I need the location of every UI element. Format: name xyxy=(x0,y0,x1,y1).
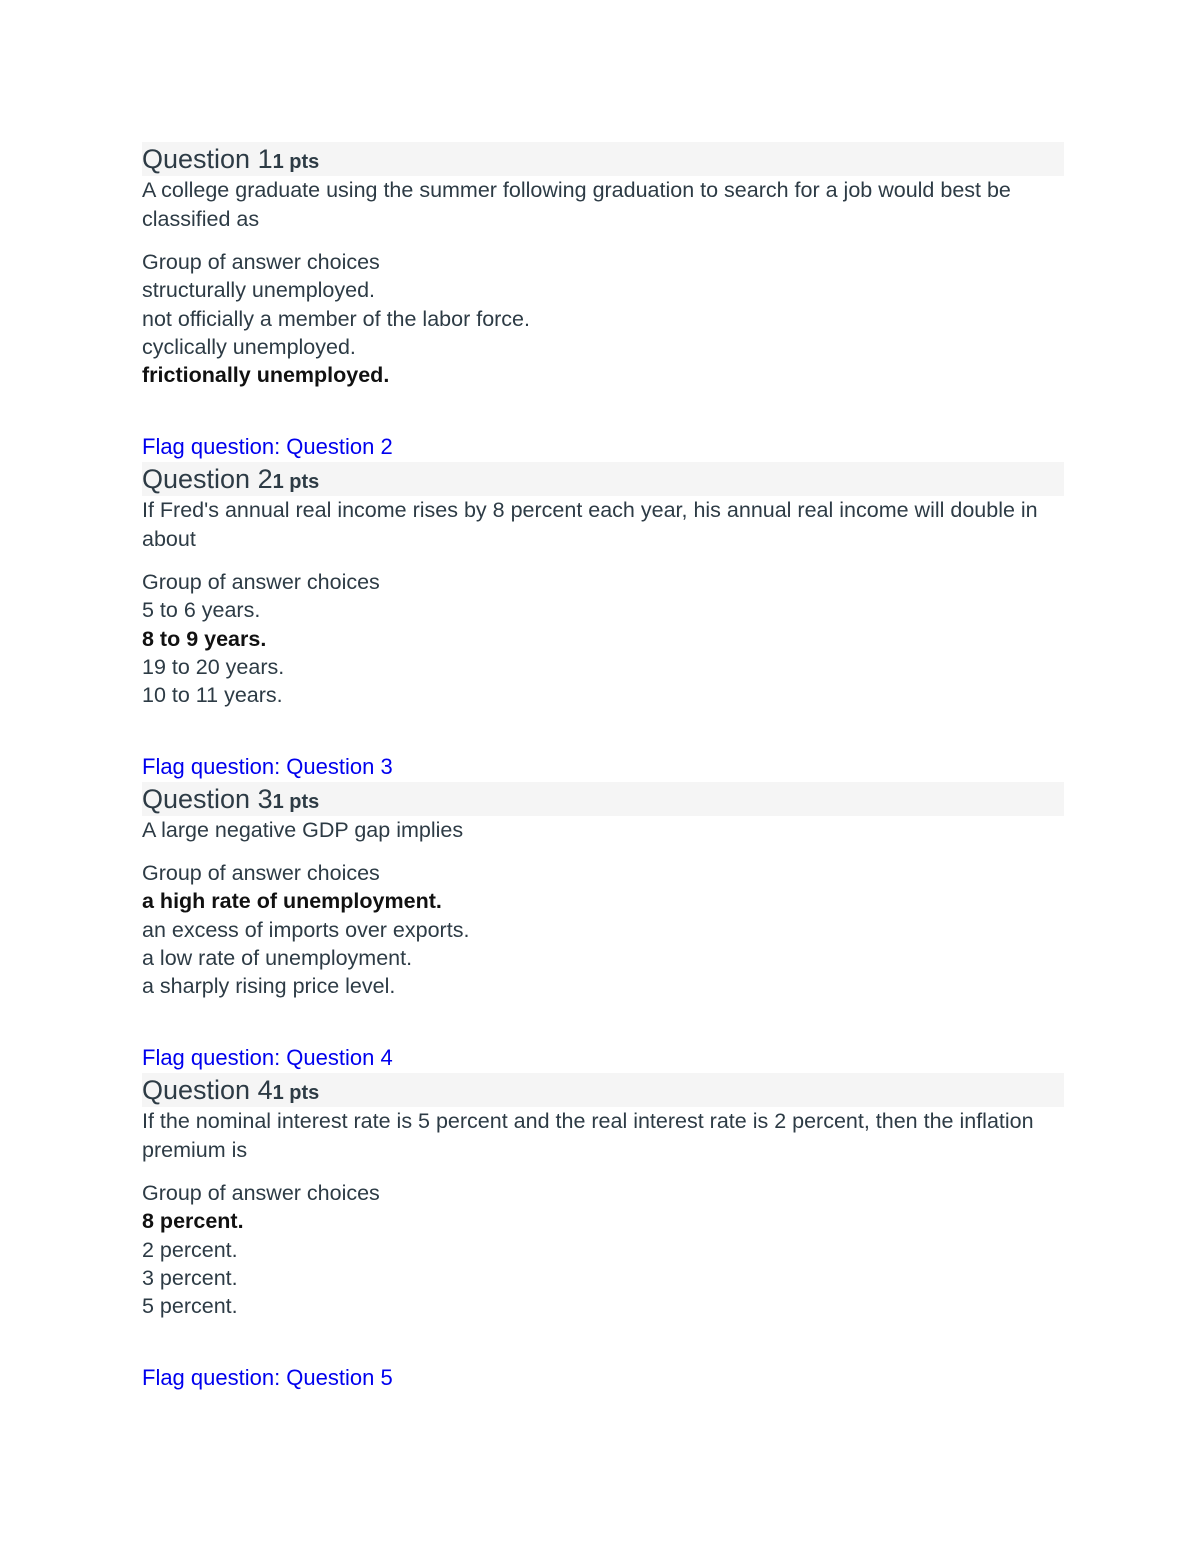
question-4 xyxy=(142,1043,1064,1323)
question-number: Question 3 xyxy=(142,784,273,814)
question-number: Question 1 xyxy=(142,144,273,174)
question-number: Question 4 xyxy=(142,1075,273,1105)
choices-label: Group of answer choices xyxy=(142,1181,380,1205)
question-title xyxy=(142,1073,319,1110)
question-text: A college graduate using the summer following graduation to search for a job would best be classified as xyxy=(142,178,1011,231)
question-points: 1 pts xyxy=(272,791,320,813)
question-text: If the nominal interest rate is 5 percent and the real interest rate is 2 percent, then the inflation premium is xyxy=(142,1109,1034,1162)
answer-choices xyxy=(142,568,1064,709)
answer-choice[interactable]: a low rate of unemployment. xyxy=(142,945,413,970)
question-text: If Fred's annual real income rises by 8 percent each year, his annual real income will double in about xyxy=(142,498,1038,551)
answer-choice[interactable]: an excess of imports over exports. xyxy=(142,917,470,942)
answer-choice-selected[interactable]: 8 percent. xyxy=(142,1209,244,1234)
question-3 xyxy=(142,752,1064,1007)
answer-choice[interactable]: structurally unemployed. xyxy=(142,278,376,303)
answer-choice[interactable]: cyclically unemployed. xyxy=(142,334,356,359)
answer-choice-selected[interactable]: a high rate of unemployment. xyxy=(142,889,442,914)
question-points: 1 pts xyxy=(272,151,320,173)
question-points: 1 pts xyxy=(272,1082,320,1104)
question-1 xyxy=(142,142,1064,392)
answer-choice[interactable]: 5 percent. xyxy=(142,1294,238,1319)
question-number: Question 2 xyxy=(142,464,273,494)
answer-choice[interactable]: 3 percent. xyxy=(142,1265,238,1290)
answer-choice[interactable]: a sharply rising price level. xyxy=(142,974,396,999)
answer-choices xyxy=(142,1179,1064,1320)
answer-choices xyxy=(142,248,1064,389)
choices-label: Group of answer choices xyxy=(142,250,380,274)
answer-choice-selected[interactable]: frictionally unemployed. xyxy=(142,363,390,388)
question-header xyxy=(142,462,1064,496)
flag-question-link[interactable]: Flag question: Question 2 xyxy=(142,434,393,459)
flag-question-link[interactable]: Flag question: Question 4 xyxy=(142,1045,393,1070)
answer-choice-selected[interactable]: 8 to 9 years. xyxy=(142,626,267,651)
answer-choice[interactable]: not officially a member of the labor force. xyxy=(142,306,530,331)
answer-choice[interactable]: 2 percent. xyxy=(142,1237,238,1262)
question-header xyxy=(142,782,1064,816)
question-title xyxy=(142,782,319,819)
question-2 xyxy=(142,432,1064,712)
question-header xyxy=(142,142,1064,176)
answer-choice[interactable]: 5 to 6 years. xyxy=(142,598,261,623)
question-5-flag-row xyxy=(142,1363,1064,1395)
question-header xyxy=(142,1073,1064,1107)
flag-question-link[interactable]: Flag question: Question 3 xyxy=(142,754,393,779)
question-title xyxy=(142,462,319,499)
answer-choices xyxy=(142,859,1064,1000)
answer-choice[interactable]: 10 to 11 years. xyxy=(142,683,283,708)
choices-label: Group of answer choices xyxy=(142,570,380,594)
choices-label: Group of answer choices xyxy=(142,861,380,885)
answer-choice[interactable]: 19 to 20 years. xyxy=(142,654,285,679)
question-points: 1 pts xyxy=(272,471,320,493)
question-text: A large negative GDP gap implies xyxy=(142,818,464,842)
flag-question-link[interactable]: Flag question: Question 5 xyxy=(142,1365,393,1390)
question-title xyxy=(142,142,319,179)
